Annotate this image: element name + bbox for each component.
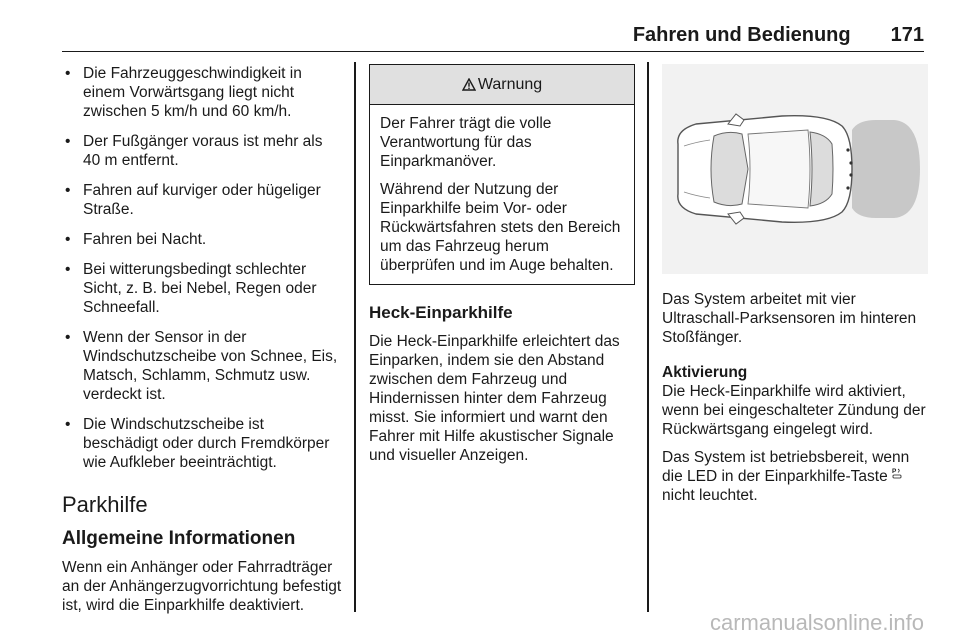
column-divider <box>647 62 649 612</box>
warning-box <box>369 64 635 285</box>
warning-text: Der Fahrer trägt die volle Verantwortung für das Einparkmanöver. <box>380 115 552 170</box>
subsection-heading: Allgemeine Informationen <box>62 528 296 549</box>
warning-triangle-icon <box>462 78 476 91</box>
body-paragraph <box>662 448 928 505</box>
column-divider <box>354 62 356 612</box>
activation-heading: Aktivierung <box>662 364 748 381</box>
car-top-view-illustration <box>662 64 928 274</box>
column-1 <box>62 64 342 615</box>
warning-header <box>370 65 634 105</box>
page-header <box>62 22 924 52</box>
body-paragraph: Wenn ein Anhänger oder Fahrradträger an der Anhängerzugvorrichtung befestigt ist, wird die Einparkhilfe deaktiviert. <box>62 559 342 614</box>
section-title: Fahren und Bedienung <box>632 24 851 46</box>
column-3 <box>662 64 928 505</box>
warning-title: Warnung <box>477 76 543 93</box>
subsection-heading: Heck-Einparkhilfe <box>369 303 513 322</box>
text-segment: nicht leuchtet. <box>662 487 758 504</box>
parking-assist-icon <box>892 467 903 480</box>
section-heading: Parkhilfe <box>62 492 148 517</box>
list-item: • Bei witterungsbedingt schlechter Sicht, z. B. bei Nebel, Regen oder Schneefall. <box>62 260 342 317</box>
body-paragraph: Die Heck-Einparkhilfe erleichtert das Einparken, indem sie den Abstand zwischen dem Fahrzeug und Hindernissen hinter dem Fahrzeug misst. Sie informiert und warnt den Fahrer mit Hilfe akustischer Signale und visueller Anzeigen. <box>369 333 620 464</box>
column-2 <box>369 64 635 465</box>
text-segment: Das System ist betriebsbereit, wenn die LED in der Einparkhilfe-Taste <box>662 449 910 485</box>
body-paragraph: Das System arbeitet mit vier Ultraschall-Parksensoren im hinteren Stoßfänger. <box>662 291 917 346</box>
warning-text: Während der Nutzung der Einparkhilfe beim Vor- oder Rückwärtsfahren stets den Bereich um das Fahrzeug herum überprüfen und im Auge behalten. <box>380 181 621 274</box>
list-item: • Wenn der Sensor in der Windschutzscheibe von Schnee, Eis, Matsch, Schlamm, Schmutz usw. verdeckt ist. <box>62 328 342 404</box>
list-item: • Die Windschutzscheibe ist beschädigt oder durch Fremdkörper wie Aufkleber beeinträchtigt. <box>62 415 342 472</box>
svg-text:P: P <box>892 468 897 475</box>
watermark: carmanualsonline.info <box>709 610 924 635</box>
bullet-list <box>62 64 342 472</box>
list-item: • Fahren bei Nacht. <box>62 230 342 249</box>
list-item: • Die Fahrzeuggeschwindigkeit in einem Vorwärtsgang liegt nicht zwischen 5 km/h und 60 km/h. <box>62 64 342 121</box>
page-number: 171 <box>890 24 924 46</box>
list-item: • Der Fußgänger voraus ist mehr als 40 m entfernt. <box>62 132 342 170</box>
body-paragraph: Die Heck-Einparkhilfe wird aktiviert, wenn bei eingeschalteter Zündung der Rückwärtsgang eingelegt wird. <box>662 383 926 438</box>
warning-body <box>370 105 634 284</box>
list-item: • Fahren auf kurviger oder hügeliger Straße. <box>62 181 342 219</box>
